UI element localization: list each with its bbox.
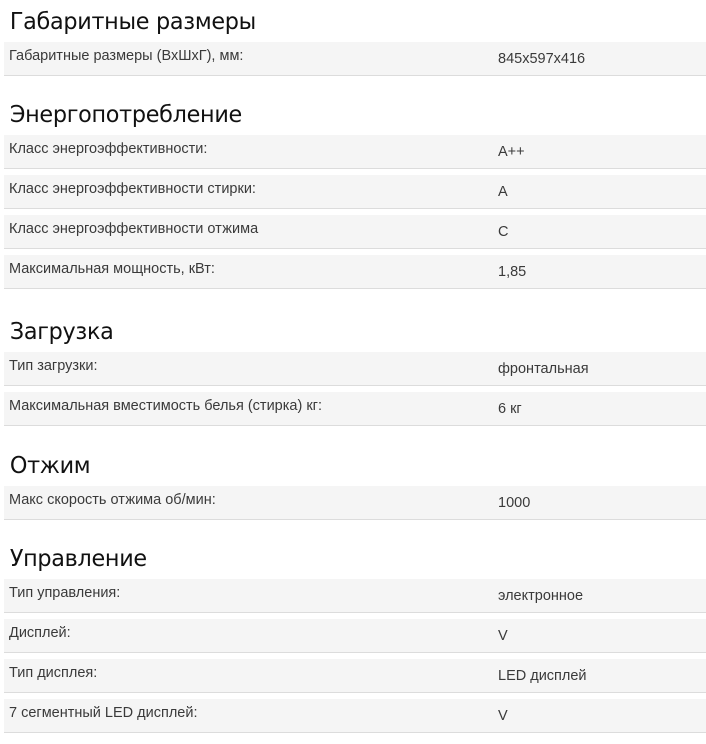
spec-label: Максимальная мощность, кВт:	[9, 261, 215, 277]
spec-label: Класс энергоэффективности отжима	[9, 221, 259, 237]
spec-row	[4, 659, 706, 693]
spec-row	[4, 175, 706, 209]
spec-table	[4, 486, 706, 520]
spec-row	[4, 619, 706, 653]
spec-row	[4, 699, 706, 733]
spec-row	[4, 42, 706, 76]
spec-row	[4, 392, 706, 426]
spec-row	[4, 352, 706, 386]
spec-value: LED дисплей	[498, 668, 587, 684]
spec-value: V	[498, 708, 508, 724]
spec-row	[4, 255, 706, 289]
spec-table	[4, 42, 706, 76]
section-control	[4, 539, 706, 733]
spec-value: 1,85	[498, 264, 527, 280]
spec-value: фронтальная	[498, 361, 589, 377]
spec-row	[4, 215, 706, 249]
spec-value: электронное	[498, 588, 584, 604]
spec-table	[4, 135, 706, 289]
spec-table	[4, 352, 706, 426]
section-dimensions	[4, 2, 706, 76]
section-title: Энергопотребление	[9, 102, 242, 128]
spec-value: A	[498, 184, 508, 200]
spec-label: Макс скорость отжима об/мин:	[9, 492, 216, 508]
spec-value: 845x597x416	[498, 51, 586, 67]
spec-label: Дисплей:	[9, 625, 71, 641]
spec-value: V	[498, 628, 508, 644]
spec-label: 7 сегментный LED дисплей:	[9, 705, 198, 721]
section-title: Габаритные размеры	[9, 9, 257, 35]
section-title: Управление	[9, 546, 147, 572]
spec-value: A++	[498, 144, 525, 160]
spec-value: 1000	[498, 495, 531, 511]
spec-label: Класс энергоэффективности стирки:	[9, 181, 256, 197]
section-spin	[4, 446, 706, 520]
section-energy	[4, 95, 706, 289]
spec-label: Тип дисплея:	[9, 665, 98, 681]
spec-value: 6 кг	[498, 401, 522, 417]
spec-row	[4, 486, 706, 520]
section-title: Отжим	[9, 453, 91, 479]
spec-label: Максимальная вместимость белья (стирка) кг:	[9, 398, 322, 414]
spec-value: C	[498, 224, 509, 240]
spec-label: Габаритные размеры (ВхШхГ), мм:	[9, 48, 244, 64]
spec-label: Тип загрузки:	[9, 358, 98, 374]
spec-label: Тип управления:	[9, 585, 121, 601]
spec-row	[4, 579, 706, 613]
section-title: Загрузка	[9, 319, 114, 345]
section-loading	[4, 312, 706, 426]
spec-row	[4, 135, 706, 169]
spec-table	[4, 579, 706, 733]
spec-label: Класс энергоэффективности:	[9, 141, 208, 157]
